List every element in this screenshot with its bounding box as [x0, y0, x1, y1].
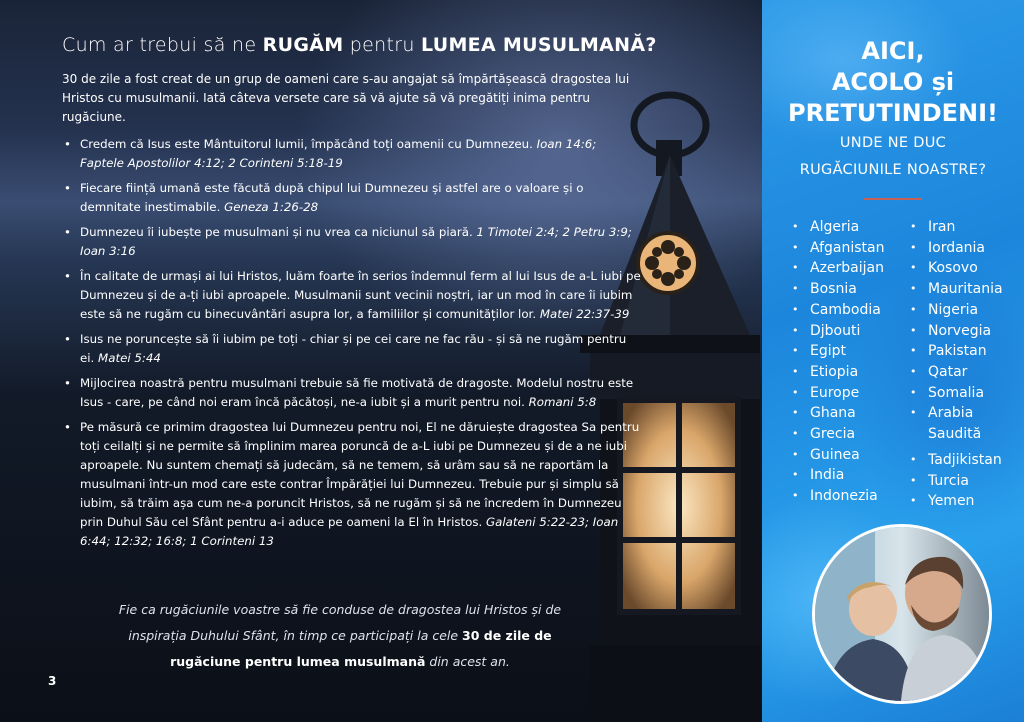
closing-message: Fie ca rugăciunile voastre să fie conduse de dragostea lui Hristos și de inspirația Duhului Sfânt, în timp ce participați la cele 30 de zile de rugăciune pentru lumea musulmană din acest an.: [118, 602, 562, 669]
list-item: • India: [792, 465, 884, 486]
list-item: • Norvegia: [910, 321, 1003, 342]
list-item: • Ghana: [792, 403, 884, 424]
list-item: • Arabia: [910, 403, 1003, 424]
father-son-photo: [812, 524, 992, 704]
list-item: • Azerbaijan: [792, 258, 884, 279]
list-item: • Pe măsură ce primim dragostea lui Dumnezeu pentru noi, El ne dăruiește dragostea Sa pentru toți ceilalți și ne permite să împlinim marea poruncă de a-L iubi pe Dumnezeu și de a ne iubi aproapele. Nu suntem chemați să judecăm, să ne temem, să urâm sau să ne raportăm la musulmani într-un mod care este contrar Împărăției lui Dumnezeu. Trebuie pur și simplu să iubim, să trăim așa cum ne-a poruncit Hristos, să ne rugăm și să ne încredem în Dumnezeu prin Duhul Său cel Sfânt pentru a-i aduce pe oameni la El în Hristos. Galateni 5:22-23; Ioan 6:44; 12:32; 16:8; 1 Corinteni 13: [80, 418, 642, 551]
list-item: • Grecia: [792, 424, 884, 445]
list-item: • Guinea: [792, 445, 884, 466]
list-item: • Tadjikistan: [910, 450, 1002, 471]
list-item: • Nigeria: [910, 300, 1003, 321]
list-item: • Djbouti: [792, 321, 884, 342]
list-item: • Kosovo: [910, 258, 1003, 279]
sidebar-title-line: PRETUTINDENI!: [788, 99, 998, 127]
photo-illustration: [815, 527, 989, 701]
list-item: • Turcia: [910, 471, 1002, 492]
page-number: 3: [48, 674, 57, 688]
list-item: • Iordania: [910, 238, 1003, 259]
sidebar-subtitle: [762, 130, 1024, 184]
list-item: • Afganistan: [792, 238, 884, 259]
list-item: • Credem că Isus este Mântuitorul lumii, împăcând toți oamenii cu Dumnezeu. Ioan 14:6; Faptele Apostolilor 4:12; 2 Corinteni 5:18-19: [80, 135, 642, 173]
list-item: • Somalia: [910, 383, 1003, 404]
sidebar-subtitle-line: RUGĂCIUNILE NOASTRE?: [799, 162, 987, 178]
country-list-1: [792, 217, 884, 507]
list-item: • Iran: [910, 217, 1003, 238]
list-item: • Europe: [792, 383, 884, 404]
divider: [864, 198, 922, 200]
list-item: • Isus ne poruncește să îi iubim pe toți - chiar și pe cei care ne fac rău - și să ne rugăm pentru ei. Matei 5:44: [80, 330, 642, 368]
list-item: • Yemen: [910, 491, 1002, 512]
list-item: • Mijlocirea noastră pentru musulmani trebuie să fie motivată de dragoste. Modelul nostru este Isus - care, pe când noi eram încă păcătoși, ne-a iubit și a murit pentru noi. Romani 5:8: [80, 374, 642, 412]
list-item: • Qatar: [910, 362, 1003, 383]
list-item: • Cambodia: [792, 300, 884, 321]
verse-points: [62, 135, 642, 551]
list-item: • Algeria: [792, 217, 884, 238]
sidebar-subtitle-line: UNDE NE DUC: [839, 135, 947, 151]
list-item: • Mauritania: [910, 279, 1003, 300]
sidebar-title-line: ACOLO și: [831, 68, 955, 96]
country-list-2: [910, 217, 1003, 445]
country-list-3: [910, 450, 1002, 512]
list-item: • Fiecare ființă umană este făcută după chipul lui Dumnezeu și astfel are o valoare și o demnitate inestimabile. Geneza 1:26-28: [80, 179, 642, 217]
list-item: • În calitate de urmași ai lui Hristos, luăm foarte în serios îndemnul ferm al lui Isus de a-L iubi pe Dumnezeu și de a-ți iubi aproapele. Musulmanii sunt vecinii noștri, iar un mod în care îi iubim este să ne rugăm cu binecuvântări asupra lor, a familiilor și comunităților lor. Matei 22:37-39: [80, 267, 642, 324]
list-item: • Egipt: [792, 341, 884, 362]
list-item: • Dumnezeu îi iubește pe musulmani și nu vrea ca niciunul să piară. 1 Timotei 2:4; 2 Petru 3:9; Ioan 3:16: [80, 223, 642, 261]
list-item-continuation: Saudită: [928, 426, 982, 443]
list-item: • Indonezia: [792, 486, 884, 507]
main-text: [62, 34, 657, 557]
sidebar-title-line: AICI,: [861, 37, 925, 65]
page-title: Cum ar trebui să ne RUGĂM pentru LUMEA MUSULMANĂ?: [62, 34, 657, 56]
list-item: • Etiopia: [792, 362, 884, 383]
intro-paragraph: 30 de zile a fost creat de un grup de oameni care s-au angajat să împărtășească dragostea lui Hristos cu musulmanii. Iată câteva versete care să vă ajute să vă pregătiți inima pentru rugăciune.: [62, 72, 630, 124]
right-page: [762, 0, 1024, 722]
sidebar-title: [762, 36, 1024, 129]
list-item: • Bosnia: [792, 279, 884, 300]
list-item: • Pakistan: [910, 341, 1003, 362]
